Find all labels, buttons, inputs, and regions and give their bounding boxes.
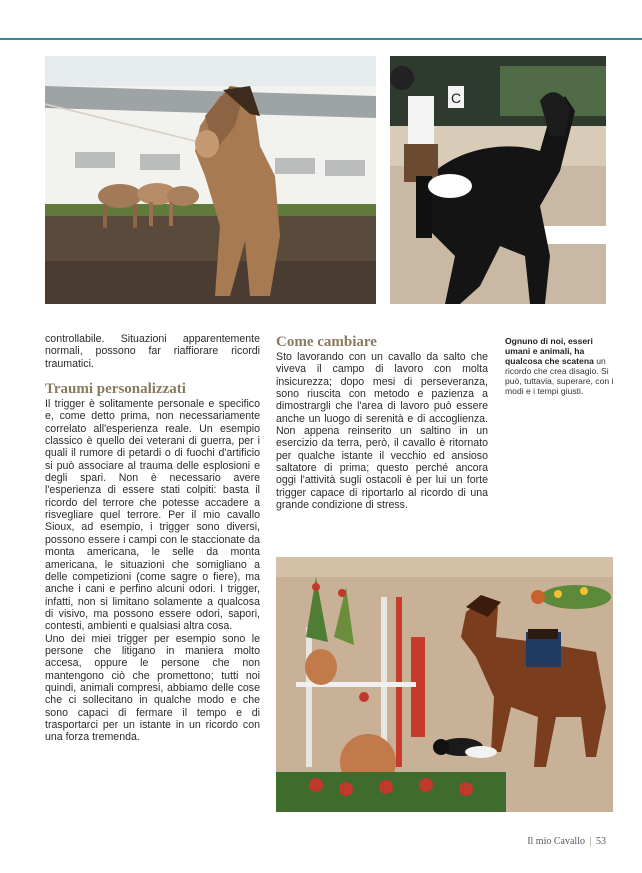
caption-text: un ricordo che crea disagio. Si può, tuttavia, superare, con i modi e i tempi giusti. <box>505 356 614 396</box>
magazine-name: Il mio Cavallo <box>527 836 585 847</box>
photo-caption <box>505 336 615 396</box>
page-footer <box>527 836 606 847</box>
show-jumping-illustration <box>276 557 613 812</box>
photo-horse-lunging <box>45 56 376 304</box>
caption-bold: Ognuno di noi, esseri umani e animali, ha qualcosa che scatena <box>505 336 594 366</box>
paragraph-traumi-2: Uno dei miei trigger per esempio sono le persone che litigano in maniera molto accesa, oppure le persone che non mantengono ciò che promettono; tutti noi quindi, animali compresi, abbiamo delle cose che ci sollecitano in qualche modo e che sono capaci di fermare il tempo e di trasportarci per un istante in un ricordo con una forza tremenda. <box>45 632 260 744</box>
intro-paragraph: controllabile. Situazioni apparentemente normali, possono far riaffiorare ricordi traumatici. <box>45 333 260 370</box>
top-accent-line <box>0 38 642 40</box>
section-heading-come-cambiare: Come cambiare <box>276 334 377 350</box>
article-column-middle <box>276 333 488 511</box>
article-column-left <box>45 333 260 744</box>
photo-dressage <box>390 56 606 304</box>
photo-show-jumping <box>276 557 613 812</box>
horse-lunging-illustration <box>45 56 376 304</box>
paragraph-come-cambiare: Sto lavorando con un cavallo da salto che viveva il campo di lavoro con molta insicurezza; dopo mesi di perseveranza, sono riuscita con metodo e pazienza a dimostrargli che l'area di lavoro può essere anche un luogo di serenità e di accoglienza. Non appena reinserito un saltino in un esercizio da terra, però, il cavallo è ritornato per qualche istante il vecchio ed ansioso saltatore di prima; questo perché ancora oggi l'attività sugli ostacoli è per lui un forte trigger capace di riportarlo al ricordo di una grande condizione di stress. <box>276 351 488 512</box>
page-number: 53 <box>596 836 606 847</box>
section-heading-traumi: Traumi personalizzati <box>45 381 186 398</box>
paragraph-traumi-1: Il trigger è solitamente personale e specifico e, come detto prima, non necessariamente correlato all'esperienza reale. Un esempio classico è quello dei veterani di guerra, per i quali il rumore di petardi o di fuochi d'artificio si può associare al trauma delle esplosioni e degli spari. Non è necessario avere l'esperienza di essere stati colpiti: basta il ricordo del terrore che potesse accadere a risvegliare quel terrore. Per il mio cavallo Sioux, ad esempio, i trigger sono diversi, possono essere i campi con le staccionate da monta americana, le selle da monta americana, le situazioni che somigliano a delle competizioni (come sagre o fiere), ma anche i cani e perfino alcuni odori. I trigger, infatti, non si limitano solamente a qualcosa di visivo, ma possono essere odori, sapori, contesti, ambienti e qualsiasi altra cosa. <box>45 398 260 633</box>
footer-separator: | <box>589 836 592 847</box>
dressage-illustration <box>390 56 606 304</box>
svg-text:C: C <box>451 90 462 106</box>
